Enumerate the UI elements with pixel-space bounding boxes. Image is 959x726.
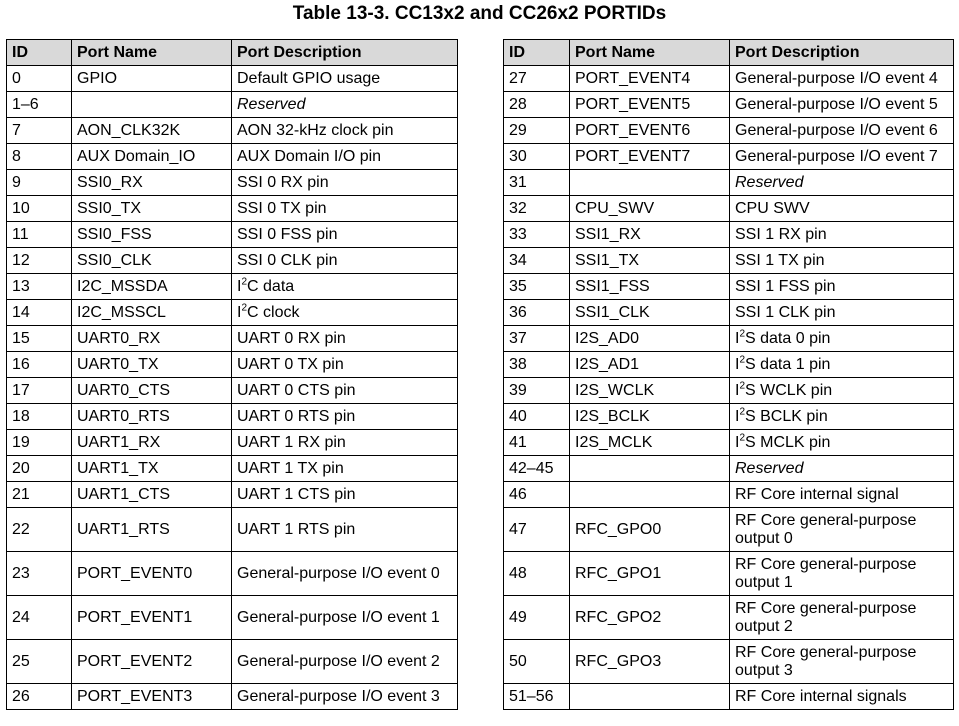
port-description-cell: AUX Domain I/O pin: [232, 144, 458, 170]
table-row: [504, 196, 954, 222]
port-description-cell: [730, 378, 954, 404]
table-row: [504, 378, 954, 404]
port-description-cell: RF Core general-purpose output 3: [730, 640, 954, 684]
port-name-cell: SSI0_RX: [72, 170, 232, 196]
table-row: [504, 508, 954, 552]
port-name-cell: SSI1_TX: [570, 248, 730, 274]
port-id-cell: 0: [7, 66, 72, 92]
port-description-cell: [730, 326, 954, 352]
superscript: 2: [241, 302, 248, 314]
port-name-cell: PORT_EVENT7: [570, 144, 730, 170]
port-description-cell: Reserved: [232, 92, 458, 118]
table-row: [7, 274, 458, 300]
port-id-cell: 41: [504, 430, 570, 456]
header-port-name: Port Name: [570, 40, 730, 66]
table-row: [7, 684, 458, 710]
port-name-cell: PORT_EVENT0: [72, 552, 232, 596]
port-name-cell: SSI0_FSS: [72, 222, 232, 248]
port-id-cell: 9: [7, 170, 72, 196]
table-row: [504, 326, 954, 352]
port-description-cell: CPU SWV: [730, 196, 954, 222]
table-row: [7, 482, 458, 508]
port-id-cell: 13: [7, 274, 72, 300]
port-name-cell: PORT_EVENT2: [72, 640, 232, 684]
port-name-cell: I2S_MCLK: [570, 430, 730, 456]
port-id-cell: 36: [504, 300, 570, 326]
table-row: [504, 170, 954, 196]
header-port-description: Port Description: [730, 40, 954, 66]
table-row: [7, 144, 458, 170]
description-suffix: S data 1 pin: [745, 355, 831, 373]
port-id-cell: 11: [7, 222, 72, 248]
port-id-cell: 33: [504, 222, 570, 248]
port-id-cell: 27: [504, 66, 570, 92]
port-id-cell: 7: [7, 118, 72, 144]
port-description-cell: SSI 1 CLK pin: [730, 300, 954, 326]
port-name-cell: RFC_GPO3: [570, 640, 730, 684]
table-row: [504, 66, 954, 92]
port-description-cell: UART 0 RX pin: [232, 326, 458, 352]
port-id-cell: 24: [7, 596, 72, 640]
description-prefix: I: [735, 329, 740, 347]
port-description-cell: UART 0 TX pin: [232, 352, 458, 378]
port-description-cell: SSI 0 TX pin: [232, 196, 458, 222]
table-row: [504, 456, 954, 482]
table-row: [7, 404, 458, 430]
description-prefix: I: [735, 433, 740, 451]
port-name-cell: RFC_GPO1: [570, 552, 730, 596]
port-id-cell: 1–6: [7, 92, 72, 118]
table-row: [7, 456, 458, 482]
port-table-left: [6, 39, 458, 710]
table-row: [504, 640, 954, 684]
port-description-cell: General-purpose I/O event 1: [232, 596, 458, 640]
port-name-cell: PORT_EVENT4: [570, 66, 730, 92]
port-description-cell: RF Core general-purpose output 2: [730, 596, 954, 640]
table-row: [7, 170, 458, 196]
port-id-cell: 10: [7, 196, 72, 222]
port-name-cell: I2C_MSSDA: [72, 274, 232, 300]
port-id-cell: 28: [504, 92, 570, 118]
port-name-cell: I2S_AD0: [570, 326, 730, 352]
port-description-cell: UART 0 RTS pin: [232, 404, 458, 430]
port-name-cell: UART0_RTS: [72, 404, 232, 430]
superscript: 2: [739, 354, 746, 366]
port-id-cell: 35: [504, 274, 570, 300]
port-id-cell: 14: [7, 300, 72, 326]
table-row: [504, 404, 954, 430]
port-table-right: [503, 39, 954, 710]
table-body: [7, 66, 458, 710]
table-row: [504, 144, 954, 170]
port-id-cell: 49: [504, 596, 570, 640]
port-description-cell: UART 1 RTS pin: [232, 508, 458, 552]
port-id-cell: 51–56: [504, 684, 570, 710]
port-name-cell: [570, 170, 730, 196]
port-name-cell: UART1_RX: [72, 430, 232, 456]
port-description-cell: Reserved: [730, 456, 954, 482]
port-id-cell: 20: [7, 456, 72, 482]
port-id-cell: 42–45: [504, 456, 570, 482]
port-description-cell: UART 1 TX pin: [232, 456, 458, 482]
superscript: 2: [739, 328, 746, 340]
port-id-cell: 30: [504, 144, 570, 170]
port-description-cell: Reserved: [730, 170, 954, 196]
port-id-cell: 8: [7, 144, 72, 170]
description-suffix: S BCLK pin: [745, 407, 828, 425]
port-description-cell: SSI 0 RX pin: [232, 170, 458, 196]
port-description-cell: SSI 0 FSS pin: [232, 222, 458, 248]
port-name-cell: GPIO: [72, 66, 232, 92]
port-name-cell: I2C_MSSCL: [72, 300, 232, 326]
table-row: [504, 552, 954, 596]
port-name-cell: UART0_TX: [72, 352, 232, 378]
table-row: [504, 274, 954, 300]
port-description-cell: General-purpose I/O event 2: [232, 640, 458, 684]
port-id-cell: 26: [7, 684, 72, 710]
header-id: ID: [7, 40, 72, 66]
port-name-cell: RFC_GPO0: [570, 508, 730, 552]
port-name-cell: PORT_EVENT3: [72, 684, 232, 710]
port-description-cell: UART 1 RX pin: [232, 430, 458, 456]
superscript: 2: [241, 276, 248, 288]
table-row: [504, 684, 954, 710]
port-description-cell: RF Core internal signals: [730, 684, 954, 710]
description-suffix: S WCLK pin: [745, 381, 833, 399]
description-suffix: C clock: [247, 303, 300, 321]
port-id-cell: 22: [7, 508, 72, 552]
port-name-cell: UART1_CTS: [72, 482, 232, 508]
description-prefix: I: [735, 355, 740, 373]
port-description-cell: [730, 352, 954, 378]
port-description-cell: SSI 0 CLK pin: [232, 248, 458, 274]
port-id-cell: 25: [7, 640, 72, 684]
description-prefix: I: [237, 277, 242, 295]
table-row: [7, 196, 458, 222]
port-description-cell: SSI 1 FSS pin: [730, 274, 954, 300]
port-name-cell: I2S_BCLK: [570, 404, 730, 430]
port-description-cell: RF Core internal signal: [730, 482, 954, 508]
port-id-cell: 46: [504, 482, 570, 508]
table-title: Table 13-3. CC13x2 and CC26x2 PORTIDs: [292, 3, 667, 24]
port-description-cell: UART 0 CTS pin: [232, 378, 458, 404]
port-id-cell: 17: [7, 378, 72, 404]
table-row: [7, 430, 458, 456]
table-row: [7, 222, 458, 248]
port-description-cell: RF Core general-purpose output 0: [730, 508, 954, 552]
table-row: [7, 326, 458, 352]
description-suffix: S data 0 pin: [745, 329, 831, 347]
table-row: [504, 118, 954, 144]
port-id-cell: 18: [7, 404, 72, 430]
port-id-cell: 16: [7, 352, 72, 378]
port-name-cell: UART0_RX: [72, 326, 232, 352]
port-id-cell: 38: [504, 352, 570, 378]
table-row: [7, 352, 458, 378]
port-name-cell: RFC_GPO2: [570, 596, 730, 640]
superscript: 2: [739, 406, 746, 418]
description-suffix: C data: [247, 277, 295, 295]
port-description-cell: SSI 1 RX pin: [730, 222, 954, 248]
port-id-cell: 50: [504, 640, 570, 684]
table-row: [7, 596, 458, 640]
port-id-cell: 31: [504, 170, 570, 196]
port-name-cell: AON_CLK32K: [72, 118, 232, 144]
port-id-cell: 21: [7, 482, 72, 508]
table-row: [7, 508, 458, 552]
port-name-cell: PORT_EVENT6: [570, 118, 730, 144]
table-row: [504, 222, 954, 248]
port-name-cell: [570, 456, 730, 482]
table-row: [504, 248, 954, 274]
header-row: [7, 40, 458, 66]
header-port-name: Port Name: [72, 40, 232, 66]
port-description-cell: [232, 274, 458, 300]
description-prefix: I: [735, 407, 740, 425]
port-id-cell: 12: [7, 248, 72, 274]
port-description-cell: RF Core general-purpose output 1: [730, 552, 954, 596]
port-description-cell: [730, 430, 954, 456]
port-id-cell: 15: [7, 326, 72, 352]
table-row: [7, 66, 458, 92]
port-name-cell: SSI1_RX: [570, 222, 730, 248]
port-name-cell: CPU_SWV: [570, 196, 730, 222]
port-name-cell: AUX Domain_IO: [72, 144, 232, 170]
port-id-cell: 34: [504, 248, 570, 274]
port-description-cell: General-purpose I/O event 0: [232, 552, 458, 596]
table-row: [7, 248, 458, 274]
description-suffix: S MCLK pin: [745, 433, 831, 451]
table-row: [7, 378, 458, 404]
header-row: [504, 40, 954, 66]
port-name-cell: SSI0_CLK: [72, 248, 232, 274]
table-row: [504, 482, 954, 508]
port-description-cell: [730, 404, 954, 430]
port-name-cell: UART0_CTS: [72, 378, 232, 404]
table-row: [7, 92, 458, 118]
port-description-cell: AON 32-kHz clock pin: [232, 118, 458, 144]
port-id-cell: 47: [504, 508, 570, 552]
port-description-cell: General-purpose I/O event 3: [232, 684, 458, 710]
port-name-cell: [72, 92, 232, 118]
port-description-cell: UART 1 CTS pin: [232, 482, 458, 508]
description-prefix: I: [237, 303, 242, 321]
table-row: [7, 640, 458, 684]
table-body: [504, 66, 954, 710]
port-id-cell: 48: [504, 552, 570, 596]
port-description-cell: General-purpose I/O event 5: [730, 92, 954, 118]
port-id-cell: 37: [504, 326, 570, 352]
table-row: [7, 552, 458, 596]
port-description-cell: Default GPIO usage: [232, 66, 458, 92]
port-name-cell: [570, 684, 730, 710]
port-id-cell: 23: [7, 552, 72, 596]
port-description-cell: General-purpose I/O event 7: [730, 144, 954, 170]
port-name-cell: SSI0_TX: [72, 196, 232, 222]
table-row: [504, 430, 954, 456]
port-id-cell: 40: [504, 404, 570, 430]
port-id-cell: 32: [504, 196, 570, 222]
port-name-cell: [570, 482, 730, 508]
header-port-description: Port Description: [232, 40, 458, 66]
table-row: [504, 352, 954, 378]
port-description-cell: General-purpose I/O event 4: [730, 66, 954, 92]
table-row: [504, 596, 954, 640]
port-name-cell: UART1_RTS: [72, 508, 232, 552]
port-id-cell: 19: [7, 430, 72, 456]
port-description-cell: SSI 1 TX pin: [730, 248, 954, 274]
port-name-cell: PORT_EVENT5: [570, 92, 730, 118]
port-name-cell: SSI1_FSS: [570, 274, 730, 300]
port-description-cell: [232, 300, 458, 326]
superscript: 2: [739, 432, 746, 444]
port-name-cell: UART1_TX: [72, 456, 232, 482]
port-name-cell: PORT_EVENT1: [72, 596, 232, 640]
superscript: 2: [739, 380, 746, 392]
header-id: ID: [504, 40, 570, 66]
table-row: [504, 92, 954, 118]
table-row: [7, 300, 458, 326]
port-name-cell: I2S_AD1: [570, 352, 730, 378]
table-row: [504, 300, 954, 326]
port-name-cell: SSI1_CLK: [570, 300, 730, 326]
table-row: [7, 118, 458, 144]
port-id-cell: 29: [504, 118, 570, 144]
port-id-cell: 39: [504, 378, 570, 404]
port-description-cell: General-purpose I/O event 6: [730, 118, 954, 144]
port-name-cell: I2S_WCLK: [570, 378, 730, 404]
description-prefix: I: [735, 381, 740, 399]
